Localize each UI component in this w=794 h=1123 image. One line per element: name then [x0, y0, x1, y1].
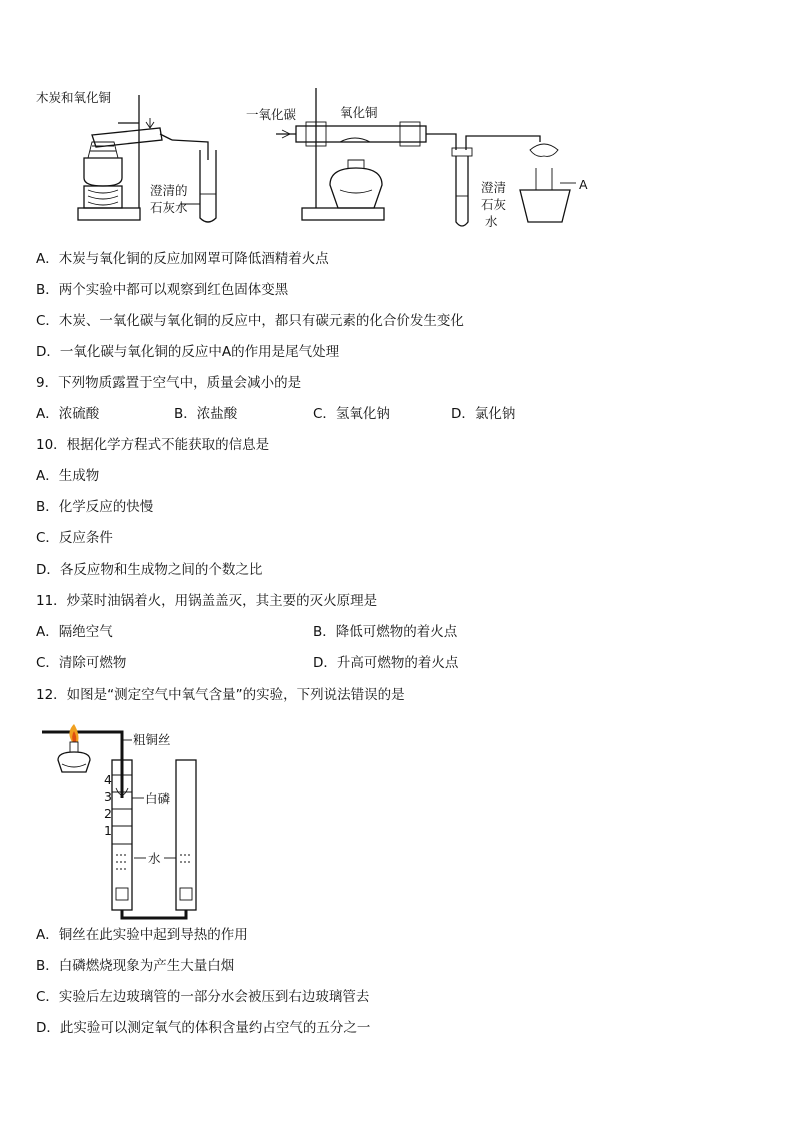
q10-option-d: D．各反应物和生成物之间的个数之比	[36, 562, 263, 578]
label-white-phosphorus: 白磷	[145, 791, 171, 806]
q10-option-a: A．生成物	[36, 468, 100, 484]
q10-option-b: B．化学反应的快慢	[36, 499, 154, 515]
right-iron-stand	[302, 88, 384, 220]
q8-option-a: A．木炭与氧化铜的反应加网罩可降低酒精着火点	[36, 251, 329, 267]
q12-stem: 12．如图是“测定空气中氧气含量”的实验，下列说法错误的是	[36, 687, 405, 703]
q12-option-c: C．实验后左边玻璃管的一部分水会被压到右边玻璃管去	[36, 989, 370, 1005]
left-glass-tube	[112, 760, 146, 910]
label-charcoal-cuo: 木炭和氧化铜	[36, 90, 112, 105]
scale-mark-2: 2	[104, 806, 112, 821]
right-lamp	[330, 160, 382, 208]
q8-option-b: B．两个实验中都可以观察到红色固体变黑	[36, 282, 289, 298]
label-water: 水	[148, 851, 161, 866]
q9-option-d: D．氯化钠	[451, 406, 516, 422]
label-limewater-left-1: 澄清的	[150, 183, 188, 198]
oxygen-apparatus-drawing	[0, 720, 794, 920]
label-a: A	[579, 177, 588, 192]
q10-stem: 10．根据化学方程式不能获取的信息是	[36, 437, 270, 453]
scale-mark-3: 3	[104, 789, 112, 804]
q9-stem: 9．下列物质露置于空气中，质量会减小的是	[36, 375, 302, 391]
label-copper-oxide: 氧化铜	[340, 105, 378, 120]
q9-option-b: B．浓盐酸	[174, 406, 238, 422]
q11-option-c: C．清除可燃物	[36, 655, 127, 671]
label-limewater-right-2: 石灰	[481, 197, 507, 212]
q11-option-d: D．升高可燃物的着火点	[313, 655, 459, 671]
right-receiving-tube	[452, 136, 540, 226]
q12-option-d: D．此实验可以测定氧气的体积含量约占空气的五分之一	[36, 1020, 371, 1036]
tail-lamp-a	[520, 144, 576, 222]
label-limewater-left-2: 石灰水	[150, 200, 188, 215]
q12-option-b: B．白磷燃烧现象为产生大量白烟	[36, 958, 235, 974]
q10-option-c: C．反应条件	[36, 530, 113, 546]
apparatus-drawing	[0, 0, 794, 240]
left-test-tube	[92, 118, 208, 160]
q11-option-b: B．降低可燃物的着火点	[313, 624, 458, 640]
q8-option-c: C．木炭、一氧化碳与氧化铜的反应中，都只有碳元素的化合价发生变化	[36, 313, 464, 329]
left-lamp	[84, 142, 122, 208]
q12-option-a: A．铜丝在此实验中起到导热的作用	[36, 927, 248, 943]
label-limewater-right-3: 水	[485, 214, 498, 229]
q9-option-c: C．氢氧化钠	[313, 406, 390, 422]
right-glass-tube	[276, 122, 456, 150]
q9-option-a: A．浓硫酸	[36, 406, 100, 422]
label-limewater-right-1: 澄清	[481, 180, 507, 195]
q11-stem: 11．炒菜时油锅着火，用锅盖盖灭，其主要的灭火原理是	[36, 593, 378, 609]
scale-mark-4: 4	[104, 772, 112, 787]
q8-option-d: D．一氧化碳与氧化铜的反应中A的作用是尾气处理	[36, 344, 340, 360]
q11-option-a: A．隔绝空气	[36, 624, 113, 640]
label-carbon-monoxide: 一氧化碳	[246, 107, 297, 122]
right-glass-tube	[164, 760, 196, 910]
left-receiving-tube	[180, 150, 216, 222]
scale-mark-1: 1	[104, 823, 112, 838]
label-copper-wire: 粗铜丝	[133, 732, 171, 747]
